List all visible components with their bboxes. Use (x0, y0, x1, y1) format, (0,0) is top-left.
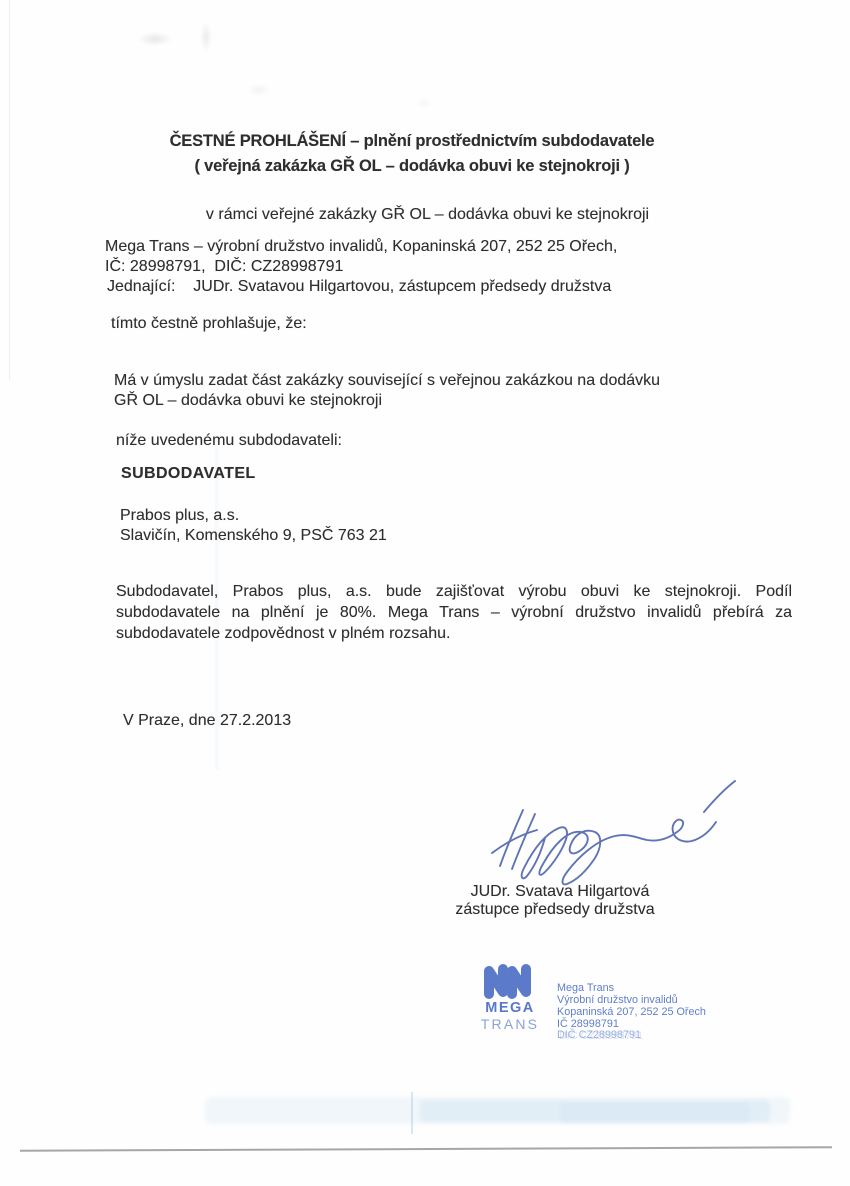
subcontractor-heading: SUBDODAVATEL (121, 465, 256, 482)
signatory-title: zástupce předsedy družstva (455, 901, 655, 918)
company-line-name-address: Mega Trans – výrobní družstvo invalidů, Kopaninská 207, 252 25 Ořech, (105, 238, 618, 255)
intent-line-1: Má v úmyslu zadat část zakázky související s veřejnou zakázkou na dodávku (114, 372, 661, 389)
page-bottom-rule (20, 1146, 832, 1152)
handwritten-signature (478, 776, 742, 888)
document-title-line-1: ČESTNÉ PROHLÁŠENÍ – plnění prostřednictvím subdodavatele (169, 132, 655, 150)
signatory-name: JUDr. Svatava Hilgartová (470, 883, 650, 900)
stamp-word-mega: MEGA (485, 1000, 535, 1016)
scan-edge-line (9, 0, 10, 380)
bleedthrough-band (205, 1097, 790, 1124)
scope-paragraph-line-1: Subdodavatel, Prabos plus, a.s. bude zajišťovat výrobu obuvi ke stejnokroji. Podíl (116, 583, 792, 600)
subcontractor-address: Slavičín, Komenského 9, PSČ 763 21 (120, 527, 387, 544)
scan-smudge (200, 22, 212, 52)
document-title-line-2: ( veřejná zakázka GŘ OL – dodávka obuvi ke stejnokroji ) (194, 157, 630, 175)
scope-paragraph-line-3: subdodavatele zodpovědnost v plném rozsahu. (116, 625, 451, 642)
company-line-representative: Jednající: JUDr. Svatavou Hilgartovou, zástupcem předsedy družstva (107, 278, 612, 295)
scan-smudge (416, 98, 432, 108)
bleedthrough-band (420, 1100, 770, 1122)
scan-smudge (138, 32, 172, 46)
stamp-company-type: Výrobní družstvo invalidů (557, 994, 678, 1006)
scope-paragraph-line-2: subdodavatele na plnění je 80%. Mega Trans – výrobní družstvo invalidů přebírá za (116, 604, 792, 621)
declaration-intro: tímto čestně prohlašuje, že: (111, 315, 307, 332)
place-date-line: V Praze, dne 27.2.2013 (123, 712, 292, 729)
stamp-word-trans: TRANS (480, 1016, 540, 1032)
company-line-ic-dic: IČ: 28998791, DIČ: CZ28998791 (105, 258, 344, 275)
below-named-line: níže uvedenému subdodavateli: (116, 432, 342, 449)
mega-trans-logo-icon (483, 964, 537, 999)
stamp-dic: DIČ CZ28998791 (557, 1029, 642, 1041)
stamp-address: Kopaninská 207, 252 25 Ořech (557, 1006, 706, 1018)
scan-smudge (248, 84, 270, 96)
document-subtitle: v rámci veřejné zakázky GŘ OL – dodávka obuvi ke stejnokroji (205, 206, 650, 223)
stamp-company-name: Mega Trans (557, 982, 615, 994)
stamp-ic: IČ 28998791 (557, 1018, 619, 1030)
subcontractor-name: Prabos plus, a.s. (120, 507, 240, 524)
bleedthrough-mark (411, 1092, 413, 1134)
bleedthrough-band (560, 1103, 750, 1123)
intent-line-2: GŘ OL – dodávka obuvi ke stejnokroji (114, 392, 382, 409)
